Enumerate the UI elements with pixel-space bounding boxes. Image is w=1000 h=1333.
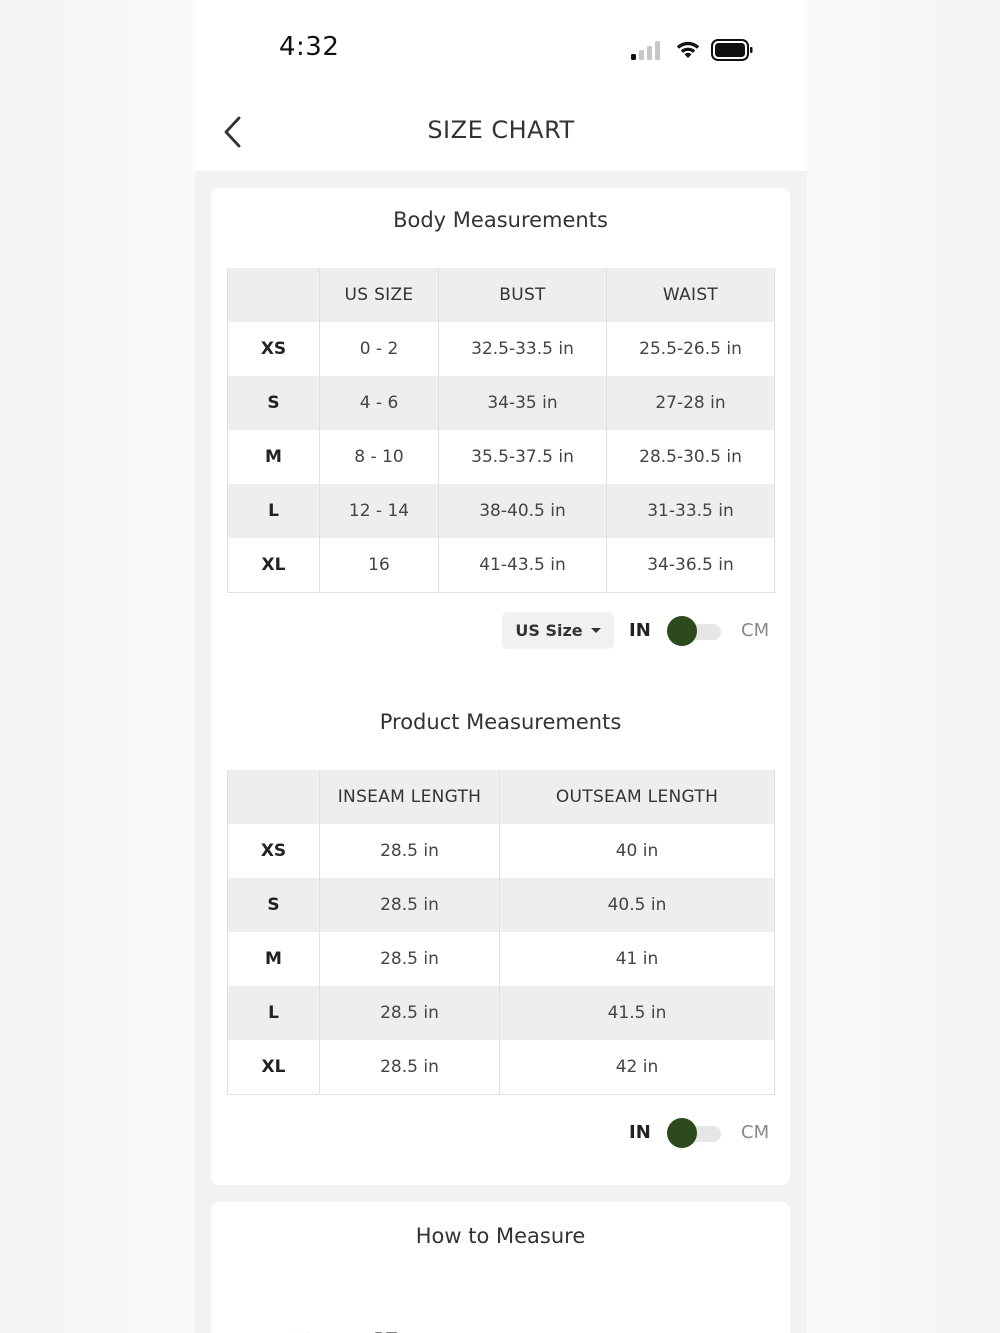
size-label: XL (228, 538, 320, 592)
table-header-cell (228, 268, 320, 322)
table-cell: 35.5-37.5 in (439, 430, 607, 484)
table-cell: 28.5-30.5 in (639, 447, 742, 467)
page-title: SIZE CHART (427, 116, 575, 144)
table-header-cell: US SIZE (320, 268, 439, 322)
table-row (228, 986, 775, 1040)
table-header-row (228, 268, 775, 322)
table-cell: 40 in (615, 841, 659, 861)
table-row (228, 1040, 775, 1094)
unit-cm-label[interactable]: CM (741, 620, 770, 641)
table-cell: 27-28 in (607, 376, 775, 430)
table-row (228, 376, 775, 430)
table-cell: 41 in (615, 949, 659, 969)
table-cell: 34-36.5 in (647, 554, 734, 575)
table-row (228, 878, 775, 932)
top-bar (195, 0, 807, 171)
unit-in-label: IN (629, 620, 651, 641)
unit-toggle[interactable] (667, 1118, 723, 1148)
table-cell: 0 - 2 (320, 322, 439, 376)
table-row (228, 484, 775, 538)
table-cell: 28.5 in (320, 824, 500, 878)
unit-in-label: IN (629, 1122, 651, 1143)
size-system-dropdown[interactable] (502, 612, 614, 649)
table-header-cell: BUST (439, 268, 607, 322)
table-header-row (228, 770, 775, 824)
table-cell: 28.5 in (320, 878, 500, 932)
table-row (228, 824, 775, 878)
measurements-card (211, 188, 790, 1185)
measure-illustration (281, 1312, 411, 1333)
size-label: XL (228, 1040, 320, 1094)
table-cell: 32.5-33.5 in (439, 322, 607, 376)
table-row (228, 322, 775, 376)
size-label: S (228, 878, 320, 932)
table-cell: 40.5 in (500, 878, 775, 932)
table-cell: 8 - 10 (320, 430, 439, 484)
table-row (228, 430, 775, 484)
toggle-knob (667, 1118, 697, 1148)
size-label: XS (228, 824, 320, 878)
status-time: 4:32 (279, 32, 340, 62)
size-system-label: US Size (515, 621, 583, 640)
wifi-icon (675, 38, 701, 60)
table-header-cell: OUTSEAM LENGTH (500, 770, 775, 824)
table-cell: 16 (320, 538, 439, 592)
table-cell: 31-33.5 in (607, 484, 775, 538)
cellular-signal-icon (631, 40, 665, 60)
table-cell: 4 - 6 (320, 376, 439, 430)
background-left (0, 0, 195, 1333)
unit-cm-label[interactable]: CM (741, 1122, 770, 1143)
product-measurements-title: Product Measurements (379, 710, 622, 734)
table-header-cell: INSEAM LENGTH (320, 770, 500, 824)
size-label: M (228, 430, 320, 484)
table-cell: 28.5 in (320, 932, 500, 986)
toggle-knob (667, 616, 697, 646)
table-cell: 41.5 in (500, 986, 775, 1040)
table-cell: 38-40.5 in (439, 484, 607, 538)
product-unit-controls (211, 1114, 790, 1152)
size-label: L (228, 484, 320, 538)
background-right (807, 0, 1000, 1333)
table-row (228, 932, 775, 986)
caret-down-icon (591, 628, 601, 633)
size-label: S (228, 376, 320, 430)
size-label: L (228, 986, 320, 1040)
table-header-cell (228, 770, 320, 824)
table-header-cell: WAIST (607, 268, 775, 322)
table-cell: 25.5-26.5 in (639, 339, 742, 359)
body-unit-controls (211, 612, 790, 650)
product-measurements-table (227, 770, 775, 1095)
size-label: XS (228, 322, 320, 376)
battery-icon (711, 39, 753, 61)
table-cell: 41-43.5 in (439, 538, 607, 592)
how-to-measure-title: How to Measure (415, 1224, 586, 1248)
body-measurements-table (227, 268, 775, 593)
table-cell: 34-35 in (439, 376, 607, 430)
table-cell: 28.5 in (320, 1040, 500, 1094)
table-cell: 12 - 14 (320, 484, 439, 538)
table-cell: 42 in (615, 1056, 659, 1077)
table-row (228, 538, 775, 592)
how-to-measure-card (211, 1202, 790, 1333)
body-measurements-title: Body Measurements (393, 208, 608, 232)
table-cell: 28.5 in (320, 986, 500, 1040)
status-icons (631, 36, 761, 64)
size-label: M (228, 932, 320, 986)
unit-toggle[interactable] (667, 616, 723, 646)
phone-screen (195, 0, 807, 1333)
